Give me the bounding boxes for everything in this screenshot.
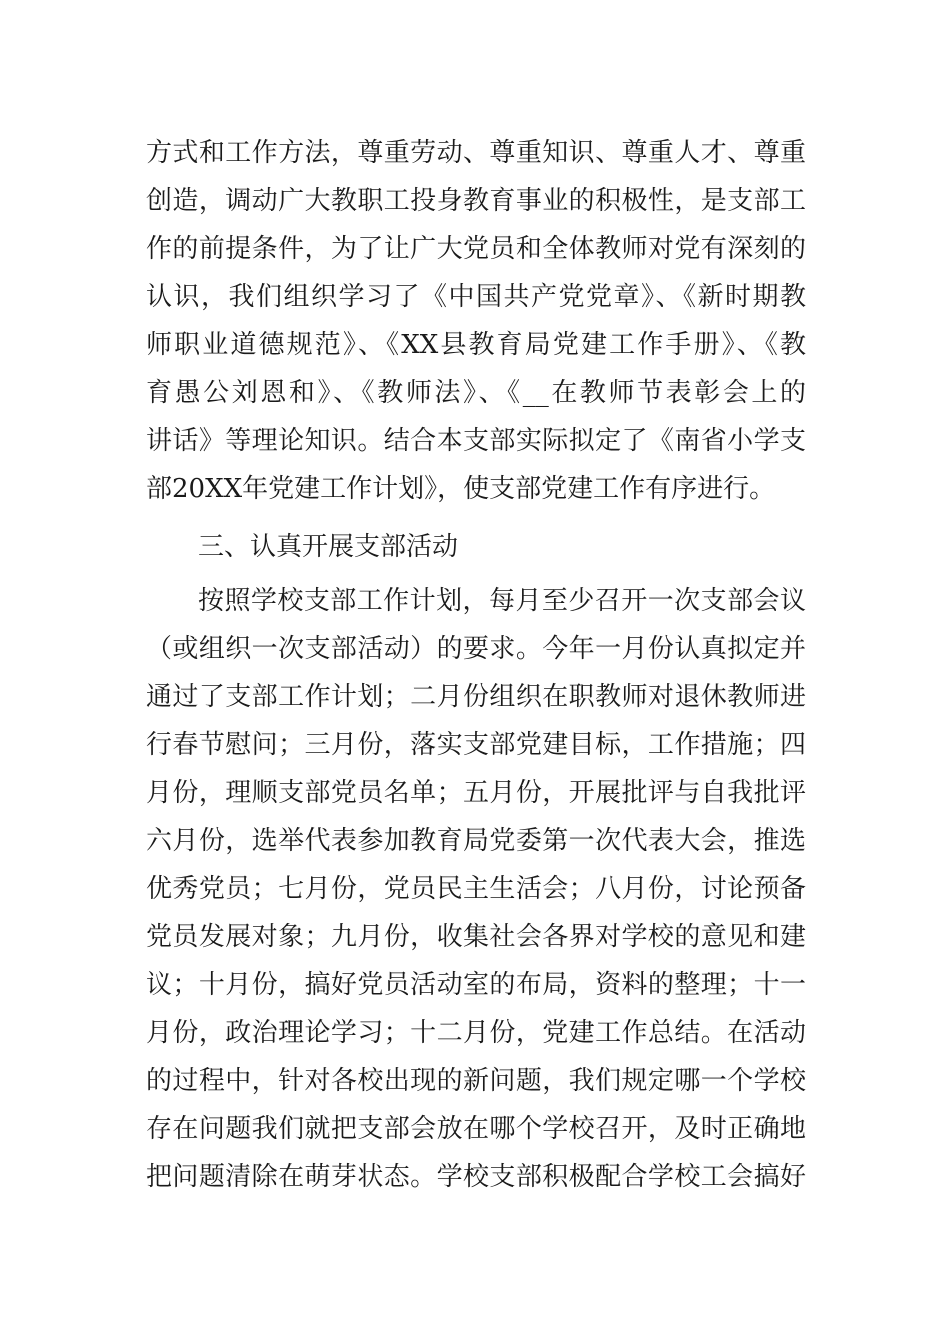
- section-heading: 三、认真开展支部活动: [198, 532, 459, 562]
- paragraph-2-line-2: （或组织一次支部活动）的要求。今年一月份认真拟定并: [146, 634, 806, 664]
- paragraph-1-line-7: 讲话》等理论知识。结合本支部实际拟定了《南省小学支: [146, 426, 806, 456]
- paragraph-1-line-3: 作的前提条件，为了让广大党员和全体教师对党有深刻的: [146, 234, 806, 264]
- paragraph-2-line-8: 党员发展对象；九月份，收集社会各界对学校的意见和建: [146, 922, 806, 952]
- paragraph-1-line-8: 部20XX年党建工作计划》，使支部党建工作有序进行。: [146, 474, 776, 504]
- paragraph-2-line-11: 的过程中，针对各校出现的新问题，我们规定哪一个学校: [146, 1066, 806, 1096]
- paragraph-2-line-6: 六月份，选举代表参加教育局党委第一次代表大会，推选: [146, 826, 806, 856]
- paragraph-2-line-4: 行春节慰问；三月份，落实支部党建目标，工作措施；四: [146, 730, 806, 760]
- paragraph-1-line-2: 创造，调动广大教职工投身教育事业的积极性，是支部工: [146, 186, 806, 216]
- paragraph-1-line-1: 方式和工作方法，尊重劳动、尊重知识、尊重人才、尊重: [146, 138, 806, 168]
- paragraph-1-line-6: 育愚公刘恩和》、《教师法》、《__在教师节表彰会上的: [146, 378, 806, 408]
- paragraph-2-line-12: 存在问题我们就把支部会放在哪个学校召开，及时正确地: [146, 1114, 806, 1144]
- paragraph-2-line-7: 优秀党员；七月份，党员民主生活会；八月份，讨论预备: [146, 874, 806, 904]
- paragraph-2-line-13: 把问题清除在萌芽状态。学校支部积极配合学校工会搞好: [146, 1162, 806, 1192]
- paragraph-2-line-10: 月份，政治理论学习；十二月份，党建工作总结。在活动: [146, 1018, 806, 1048]
- paragraph-1-line-5: 师职业道德规范》、《XX县教育局党建工作手册》、《教: [146, 330, 806, 360]
- paragraph-2-line-9: 议；十月份，搞好党员活动室的布局，资料的整理；十一: [146, 970, 806, 1000]
- paragraph-2-line-5: 月份，理顺支部党员名单；五月份，开展批评与自我批评: [146, 778, 806, 808]
- paragraph-2-line-3: 通过了支部工作计划；二月份组织在职教师对退休教师进: [146, 682, 806, 712]
- paragraph-1-line-4: 认识，我们组织学习了《中国共产党党章》、《新时期教: [146, 282, 806, 312]
- paragraph-2-line-1: 按照学校支部工作计划，每月至少召开一次支部会议: [198, 586, 806, 616]
